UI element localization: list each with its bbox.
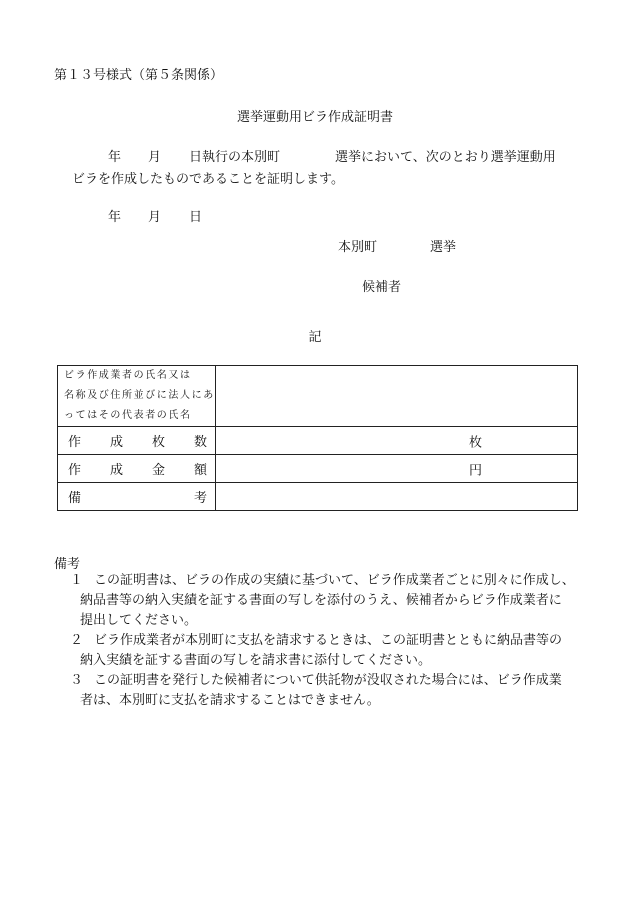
maker-label [58,366,216,427]
statement-month: 月 [148,150,162,165]
table-row-remarks [58,483,578,511]
remarks-heading: 備考 [54,557,81,572]
maker-label-line: ってはその代表者の氏名 [64,410,192,421]
note-text: 者は、本別町に支払を請求することはできません。 [80,693,380,708]
date-year: 年 [108,210,122,225]
maker-label-line: 名称及び住所並びに法人にあ [64,390,215,401]
label-char: 数 [193,435,207,450]
form-number: 第１３号様式（第５条関係） [54,68,224,83]
ki-marker: 記 [308,330,322,345]
note-number: ２ [70,633,84,648]
maker-value-cell[interactable] [216,366,578,427]
amount-label [58,455,216,483]
date-month: 月 [148,210,162,225]
note-text: 提出してください。 [80,613,198,628]
note-number: １ [70,573,84,588]
date-day: 日 [189,210,203,225]
signature-candidate: 候補者 [362,280,402,295]
label-char: 金 [151,463,165,478]
label-char: 作 [68,435,82,450]
certification-date [0,206,630,226]
table-row-maker [58,366,578,427]
statement-line-2: ビラを作成したものであることを証明します。 [72,172,344,187]
remarks-label [58,483,216,511]
statement-day-execution: 日執行の本別町 [189,150,281,165]
statement-year: 年 [108,150,122,165]
remarks-value-cell[interactable] [216,483,578,511]
note-text: 納入実績を証する書面の写しを請求書に添付してください。 [80,653,432,668]
label-char: 備 [68,491,82,506]
note-number: ３ [70,673,84,688]
table-row-amount [58,455,578,483]
document-title: 選挙運動用ビラ作成証明書 [236,110,393,125]
signature-town: 本別町 [338,240,378,255]
label-char: 額 [193,463,207,478]
note-text: ビラ作成業者が本別町に支払を請求するときは、この証明書とともに納品書等の [94,633,563,648]
note-text: この証明書を発行した候補者について供託物が没収された場合には、ビラ作成業 [94,673,562,688]
label-char: 成 [109,435,123,450]
remark-note-1 [70,571,590,631]
statement-line-1 [0,146,630,166]
note-text: 納品書等の納入実績を証する書面の写しを添付のうえ、候補者からビラ作成業者に [80,593,562,608]
label-char: 成 [109,463,123,478]
statement-election-clause: 選挙において、次のとおり選挙運動用 [335,150,556,165]
sheets-value-cell[interactable] [216,427,578,455]
sheets-unit: 枚 [469,435,483,450]
signature-town-election [0,236,630,256]
remark-note-2 [70,631,590,671]
remark-note-3 [70,671,590,711]
table-row-sheets [58,427,578,455]
label-char: 枚 [151,435,165,450]
note-text: この証明書は、ビラの作成の実績に基づいて、ビラ作成業者ごとに別々に作成し、 [94,573,575,588]
amount-value-cell[interactable] [216,455,578,483]
detail-table [57,365,578,511]
label-char: 作 [68,463,82,478]
amount-unit: 円 [469,463,483,478]
label-char: 考 [193,491,207,506]
sheets-label [58,427,216,455]
signature-election: 選挙 [430,240,457,255]
maker-label-line: ビラ作成業者の氏名又は [64,370,192,381]
